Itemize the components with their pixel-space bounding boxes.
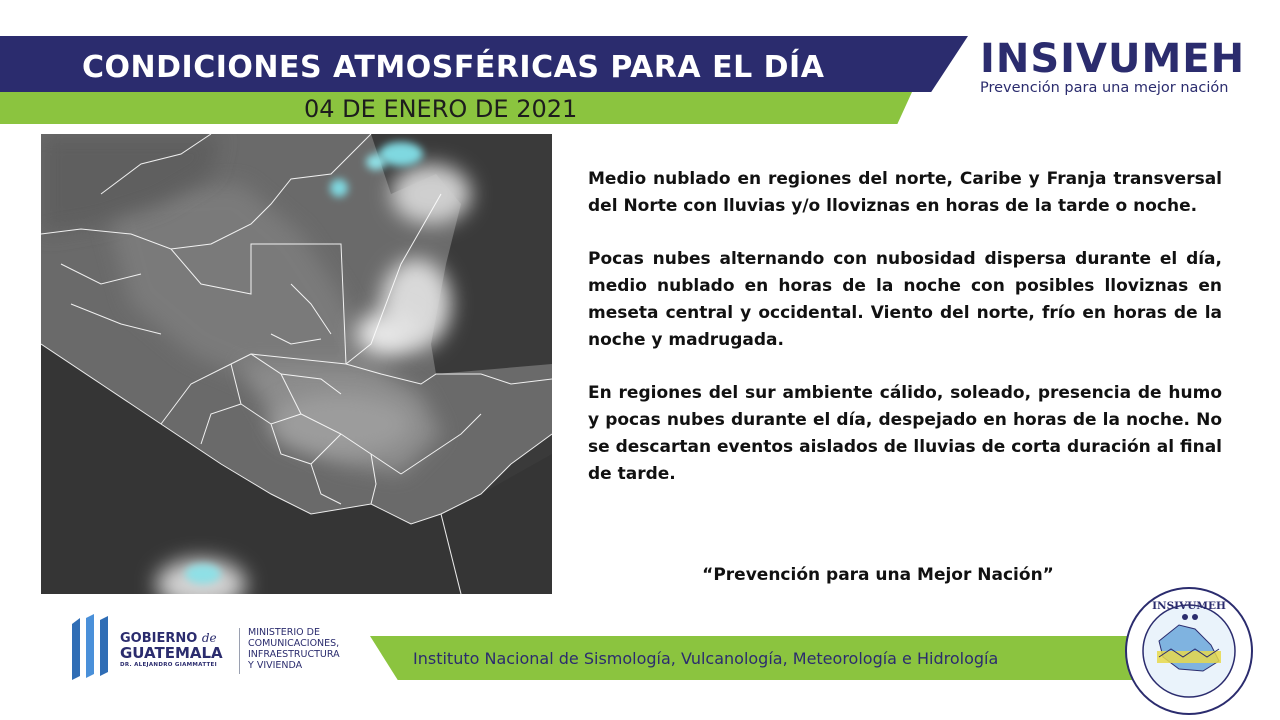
forecast-text — [588, 166, 1222, 514]
gov-country: GUATEMALA — [120, 644, 223, 662]
forecast-paragraph-south: En regiones del sur ambiente cálido, soleado, presencia de humo y pocas nubes durante el día, despejado en horas de la noche. No se descartan eventos aislados de lluvias de corta duración al final de tarde. — [588, 383, 1222, 484]
gov-name: GOBIERNO de — [120, 631, 217, 646]
satellite-image — [41, 134, 552, 594]
forecast-paragraph-central: Pocas nubes alternando con nubosidad dispersa durante el día, medio nublado en horas de la noche con posibles lloviznas en meseta central y occidental. Viento del norte, frío en horas de la noche y madrugada. — [588, 249, 1222, 350]
seal-title: INSIVUMEH — [1152, 600, 1226, 612]
ministry-name: MINISTERIO DE COMUNICACIONES, INFRAESTRUCTURA Y VIVIENDA — [248, 627, 340, 671]
forecast-date: 04 DE ENERO DE 2021 — [304, 95, 578, 123]
forecast-paragraph-north: Medio nublado en regiones del norte, Caribe y Franja transversal del Norte con lluvias y/o lloviznas en horas de la tarde o noche. — [588, 169, 1222, 216]
footer-divider — [239, 628, 240, 674]
gov-president: DR. ALEJANDRO GIAMMATTEI — [120, 662, 217, 668]
slogan-quote: “Prevención para una Mejor Nación” — [702, 565, 1054, 585]
page-title: CONDICIONES ATMOSFÉRICAS PARA EL DÍA — [82, 50, 825, 85]
insivumeh-logo: INSIVUMEH — [980, 36, 1246, 82]
guatemala-bars-logo — [72, 614, 112, 680]
institute-name: Instituto Nacional de Sismología, Vulcanología, Meteorología e Hidrología — [413, 649, 999, 668]
logo-slogan: Prevención para una mejor nación — [980, 80, 1229, 96]
